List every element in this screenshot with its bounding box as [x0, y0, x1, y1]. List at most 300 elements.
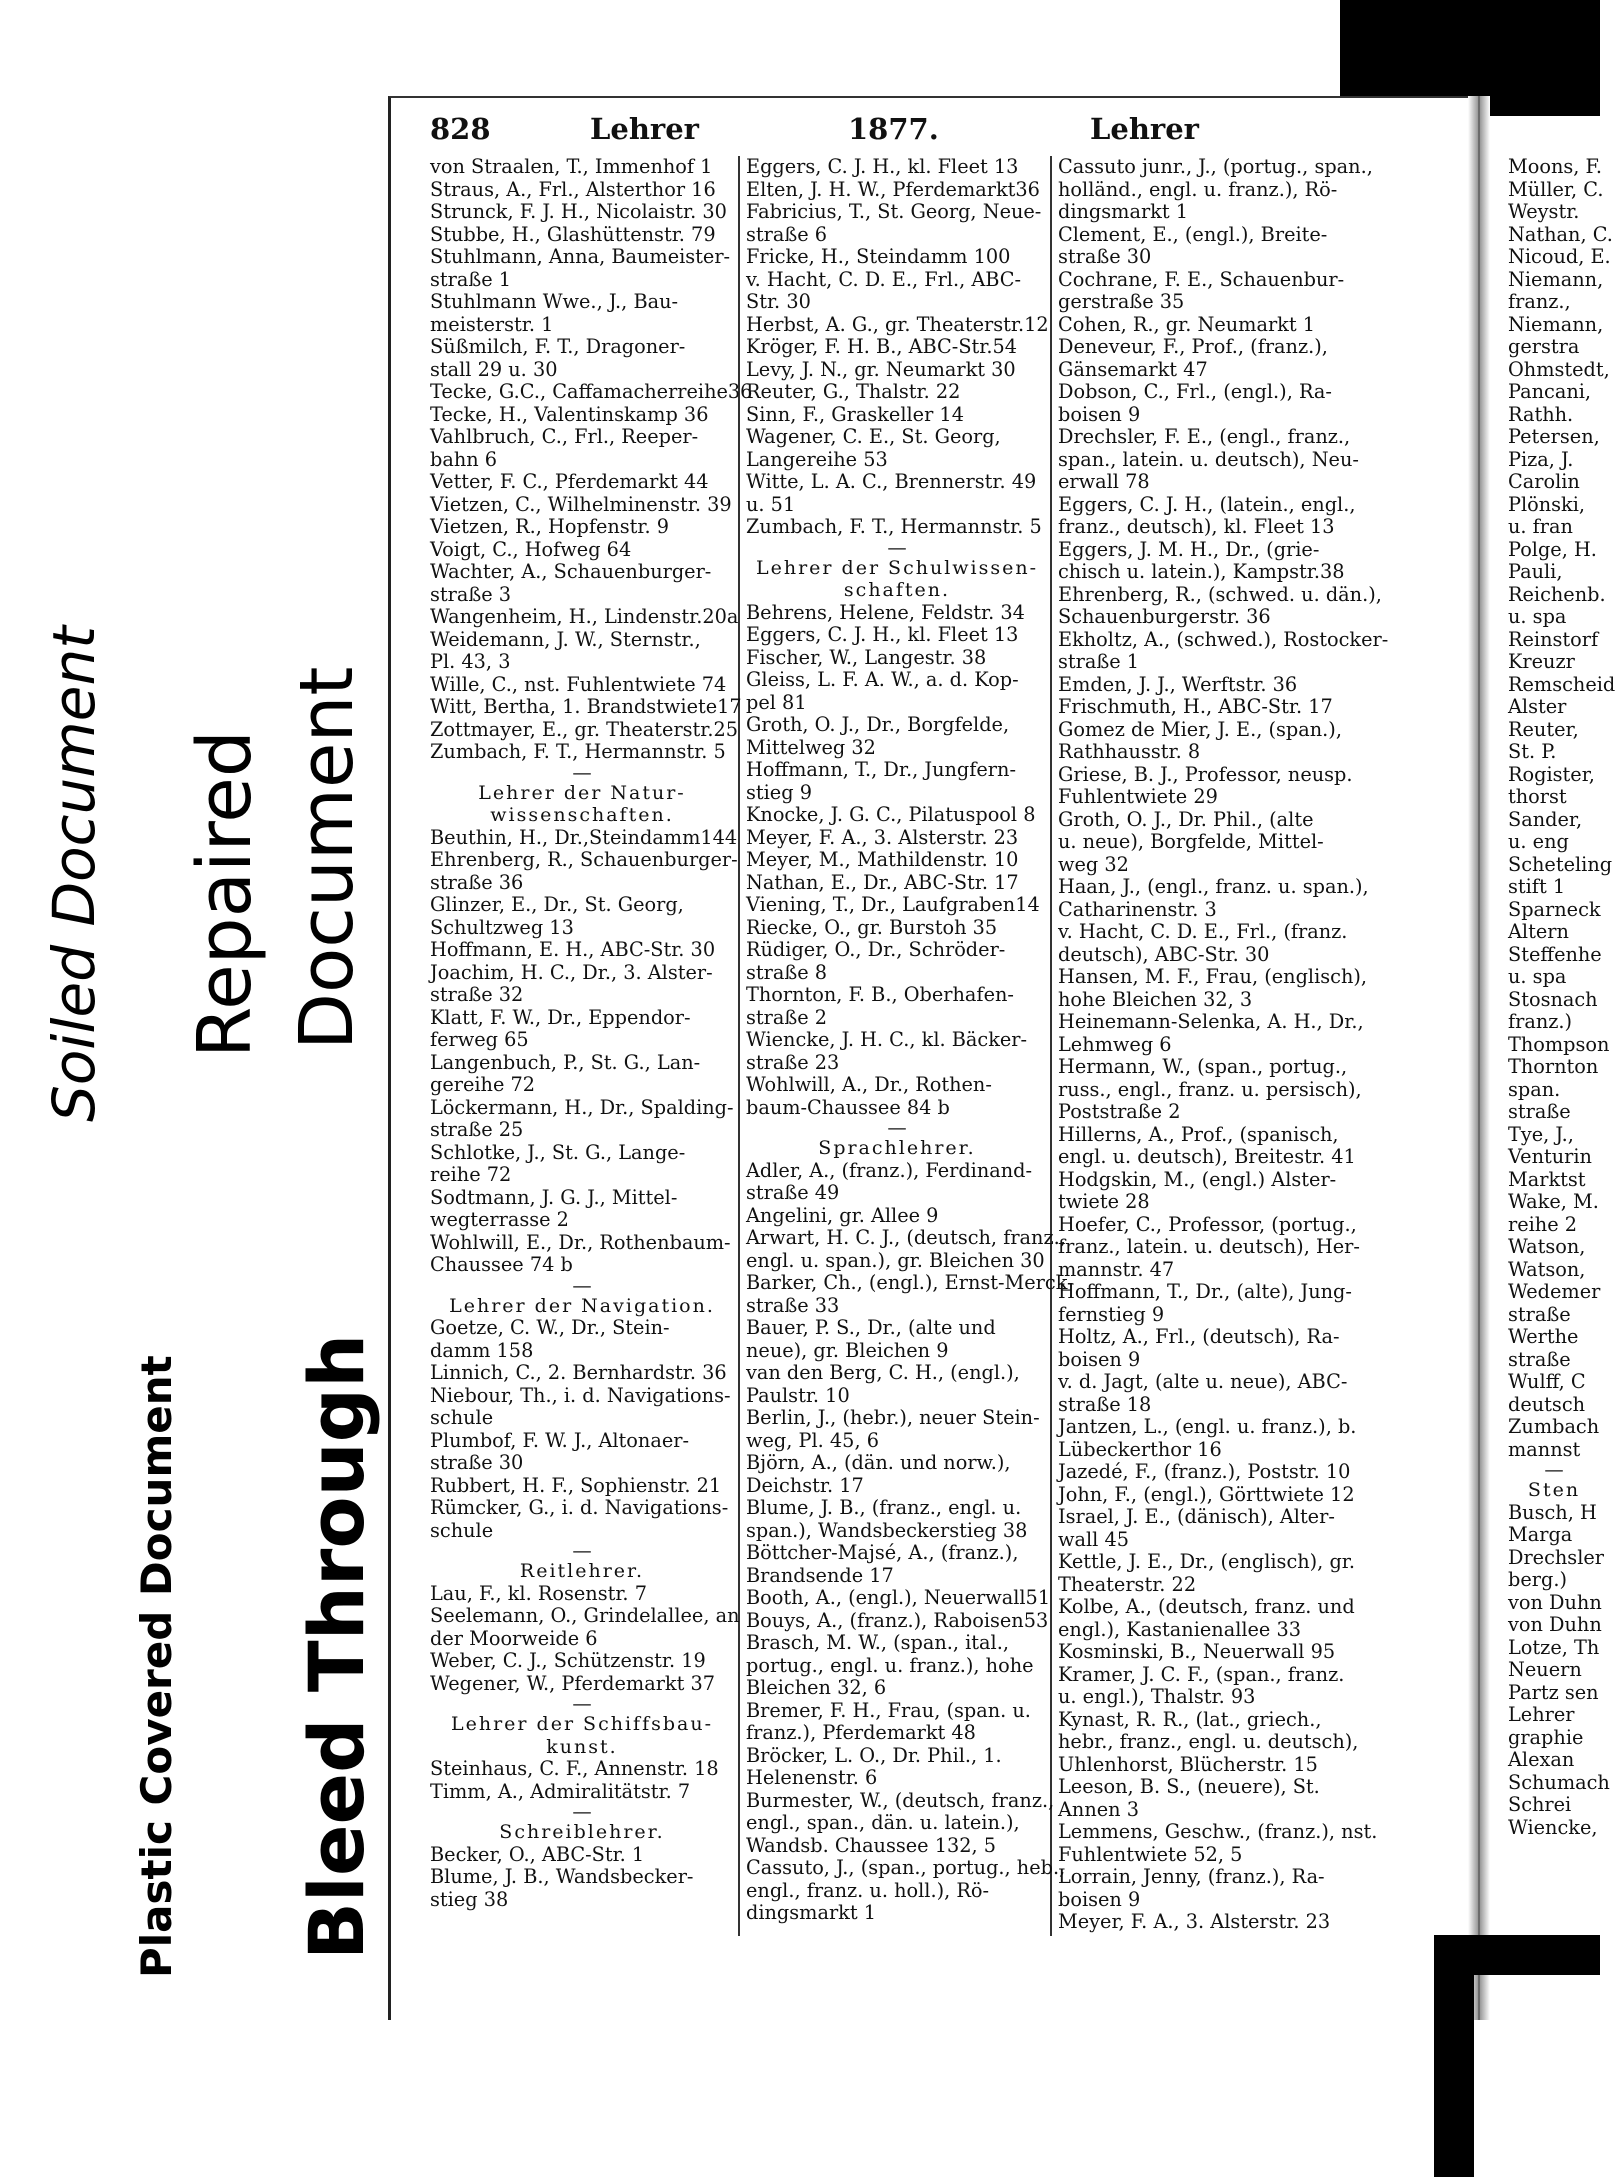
- directory-line: Groth, O. J., Dr. Phil., (alte: [1058, 807, 1314, 831]
- directory-line: Piza, J.: [1508, 447, 1574, 471]
- directory-line: van den Berg, C. H., (engl.),: [746, 1361, 1020, 1384]
- directory-line: straße 6: [746, 222, 828, 246]
- directory-line: Fabricius, T., St. Georg, Neue-: [746, 200, 1042, 223]
- directory-line: hebr., franz., engl. u. deutsch),: [1058, 1730, 1359, 1753]
- directory-line: Sparneck: [1508, 897, 1601, 921]
- directory-line: Wegener, W., Pferdemarkt 37: [430, 1671, 716, 1695]
- directory-line: v. d. Jagt, (alte u. neue), ABC-: [1058, 1370, 1348, 1393]
- directory-line: Zumbach, F. T., Hermannstr. 5: [430, 740, 726, 763]
- directory-line: Meyer, F. A., 3. Alsterstr. 23: [746, 825, 1019, 849]
- directory-line: Knocke, J. G. C., Pilatuspool 8: [746, 803, 1036, 826]
- directory-line: u. eng: [1508, 830, 1569, 853]
- directory-line: Hillerns, A., Prof., (spanisch,: [1058, 1122, 1339, 1146]
- directory-line: Fuhlentwiete 29: [1058, 785, 1218, 808]
- directory-line: boisen 9: [1058, 1347, 1141, 1371]
- directory-line: Witt, Bertha, 1. Brandstwiete17: [430, 695, 742, 718]
- directory-line: Lehrer der Natur-: [478, 781, 686, 804]
- directory-line: Pl. 43, 3: [430, 650, 511, 673]
- directory-line: Linnich, C., 2. Bernhardstr. 36: [430, 1361, 727, 1384]
- directory-line: Wachter, A., Schauenburger-: [430, 560, 712, 583]
- directory-line: Becker, O., ABC-Str. 1: [430, 1842, 645, 1866]
- directory-line: Zumbach, F. T., Hermannstr. 5: [746, 515, 1042, 538]
- directory-line: von Duhn: [1508, 1590, 1602, 1614]
- directory-line: Vietzen, C., Wilhelminenstr. 39: [430, 492, 732, 516]
- directory-line: Groth, O. J., Dr., Borgfelde,: [746, 713, 1010, 736]
- directory-line: schule: [430, 1406, 494, 1429]
- directory-line: straße 36: [430, 870, 524, 894]
- directory-line: Leeson, B. S., (neuere), St.: [1058, 1775, 1320, 1798]
- black-tab-top-edge: [1490, 96, 1600, 116]
- directory-line: span., latein. u. deutsch), Neu-: [1058, 447, 1359, 471]
- directory-line: Lau, F., kl. Rosenstr. 7: [430, 1581, 647, 1605]
- directory-line: Zumbach: [1508, 1415, 1600, 1438]
- directory-line: Niemann,: [1508, 267, 1604, 291]
- directory-line: portug., engl. u. franz.), hohe: [746, 1653, 1034, 1677]
- directory-line: meisterstr. 1: [430, 312, 554, 336]
- bleed-through-label: Bleed Through: [292, 1333, 381, 1960]
- section-separator: —: [887, 535, 907, 559]
- directory-line: Wangenheim, H., Lindenstr.20a: [430, 605, 739, 628]
- directory-line: Kröger, F. H. B., ABC-Str.54: [746, 335, 1018, 358]
- directory-line: Kreuzr: [1508, 650, 1575, 673]
- directory-line: deutsch: [1508, 1392, 1586, 1416]
- directory-line: Lemmens, Geschw., (franz.), nst.: [1058, 1820, 1378, 1843]
- directory-line: Joachim, H. C., Dr., 3. Alster-: [430, 960, 713, 984]
- directory-line: pel 81: [746, 690, 807, 714]
- directory-line: straße 49: [746, 1181, 840, 1204]
- directory-line: Burmester, W., (deutsch, franz.,: [746, 1788, 1055, 1812]
- directory-line: Rathhausstr. 8: [1058, 740, 1201, 763]
- repaired-document-label-line2: Document: [284, 666, 370, 1050]
- directory-line: u. neue), Borgfelde, Mittel-: [1058, 830, 1324, 853]
- directory-line: straße: [1508, 1100, 1571, 1123]
- directory-line: franz.,: [1508, 290, 1571, 313]
- directory-line: Uhlenhorst, Blücherstr. 15: [1058, 1752, 1318, 1776]
- directory-line: Gleiss, L. F. A. W., a. d. Kop-: [746, 668, 1019, 691]
- directory-line: Poststraße 2: [1058, 1100, 1181, 1123]
- directory-line: Wulff, C: [1508, 1370, 1586, 1393]
- directory-line: der Moorweide 6: [430, 1626, 598, 1650]
- directory-line: Neuern: [1508, 1658, 1582, 1681]
- directory-line: Berlin, J., (hebr.), neuer Stein-: [746, 1406, 1040, 1429]
- directory-line: u. spa: [1508, 965, 1567, 988]
- directory-line: straße 1: [1058, 650, 1140, 673]
- directory-line: Sodtmann, J. G. J., Mittel-: [430, 1185, 678, 1209]
- directory-line: v. Hacht, C. D. E., Frl., ABC-: [746, 267, 1022, 291]
- directory-line: twiete 28: [1058, 1190, 1150, 1213]
- directory-line: Niemann,: [1508, 312, 1604, 336]
- directory-line: v. Hacht, C. D. E., Frl., (franz.: [1058, 920, 1348, 943]
- plastic-covered-document-label: Plastic Covered Document: [132, 1355, 181, 1978]
- directory-line: Hoffmann, T., Dr., (alte), Jung-: [1058, 1280, 1352, 1303]
- directory-line: Meyer, F. A., 3. Alsterstr. 23: [1058, 1910, 1331, 1933]
- directory-line: Wedemer: [1508, 1280, 1601, 1303]
- directory-line: Jazedé, F., (franz.), Poststr. 10: [1058, 1460, 1351, 1483]
- directory-line: straße 30: [430, 1451, 524, 1474]
- directory-line: straße 25: [430, 1118, 524, 1141]
- directory-line: Bremer, F. H., Frau, (span. u.: [746, 1698, 1031, 1722]
- directory-line: Kosminski, B., Neuerwall 95: [1058, 1640, 1336, 1663]
- directory-line: Reichenb.: [1508, 582, 1606, 606]
- directory-line: Süßmilch, F. T., Dragoner-: [430, 335, 686, 358]
- directory-column-2: [746, 155, 1074, 1925]
- section-separator: —: [572, 1273, 592, 1297]
- column-rule: [1050, 156, 1052, 1936]
- directory-line: Schultzweg 13: [430, 915, 574, 939]
- directory-line: Helenenstr. 6: [746, 1766, 878, 1789]
- directory-line: reihe 72: [430, 1163, 512, 1186]
- directory-line: Witte, L. A. C., Brennerstr. 49: [746, 470, 1037, 493]
- directory-line: Holtz, A., Frl., (deutsch), Ra-: [1058, 1325, 1340, 1348]
- directory-line: span.: [1508, 1077, 1561, 1101]
- directory-line: Wiencke,: [1508, 1815, 1598, 1839]
- black-tab-top: [1340, 0, 1600, 96]
- directory-line: Rubbert, H. F., Sophienstr. 21: [430, 1473, 722, 1497]
- directory-line: Beuthin, H., Dr.,Steindamm144: [430, 825, 738, 849]
- directory-line: thorst: [1508, 785, 1567, 808]
- directory-line: straße: [1508, 1302, 1571, 1326]
- directory-line: Booth, A., (engl.), Neuerwall51: [746, 1586, 1051, 1609]
- directory-line: Seelemann, O., Grindelallee, an: [430, 1604, 740, 1627]
- directory-line: franz., deutsch), kl. Fleet 13: [1058, 515, 1335, 538]
- directory-line: Nicoud, E.: [1508, 245, 1611, 268]
- directory-line: Tye, J.,: [1508, 1122, 1574, 1146]
- directory-line: straße 1: [430, 267, 512, 291]
- directory-line: Frischmuth, H., ABC-Str. 17: [1058, 695, 1333, 718]
- directory-line: Kynast, R. R., (lat., griech.,: [1058, 1707, 1322, 1731]
- directory-line: Herbst, A. G., gr. Theaterstr.12: [746, 312, 1049, 336]
- directory-line: Catharinenstr. 3: [1058, 897, 1217, 921]
- directory-line: deutsch), ABC-Str. 30: [1058, 942, 1270, 966]
- directory-line: Levy, J. N., gr. Neumarkt 30: [746, 357, 1016, 381]
- directory-line: boisen 9: [1058, 1887, 1141, 1911]
- section-separator: —: [887, 1116, 907, 1139]
- directory-line: Timm, A., Admiralitätstr. 7: [430, 1779, 691, 1803]
- directory-line: Steinhaus, C. F., Annenstr. 18: [430, 1757, 719, 1780]
- directory-column-1: [430, 155, 753, 1911]
- directory-line: Weber, C. J., Schützenstr. 19: [430, 1649, 706, 1672]
- directory-line: Drechsler: [1508, 1545, 1604, 1569]
- directory-line: Schumach: [1508, 1770, 1610, 1794]
- running-title-right: Lehrer: [1090, 112, 1199, 146]
- directory-line: Jantzen, L., (engl. u. franz.), b.: [1058, 1415, 1357, 1438]
- directory-line: Scheteling: [1508, 852, 1613, 876]
- directory-line: russ., engl., franz. u. persisch),: [1058, 1077, 1362, 1101]
- section-separator: —: [572, 1800, 592, 1823]
- directory-line: schaften.: [843, 579, 951, 601]
- directory-line: Plönski,: [1508, 492, 1586, 516]
- directory-line: Hermann, W., (span., portug.,: [1058, 1055, 1348, 1078]
- running-title-left: Lehrer: [590, 112, 699, 146]
- directory-line: Israel, J. E., (dänisch), Alter-: [1058, 1505, 1335, 1528]
- directory-line: Blume, J. B., (franz., engl. u.: [746, 1496, 1022, 1519]
- directory-line: Blume, J. B., Wandsbecker-: [430, 1865, 694, 1888]
- directory-line: Barker, Ch., (engl.), Ernst-Merck-: [746, 1271, 1074, 1294]
- directory-line: wall 45: [1058, 1527, 1129, 1551]
- directory-line: Lehrer: [1508, 1703, 1575, 1726]
- directory-line: Vetter, F. C., Pferdemarkt 44: [430, 470, 709, 493]
- directory-line: Emden, J. J., Werftstr. 36: [1058, 672, 1298, 696]
- directory-line: Gänsemarkt 47: [1058, 357, 1208, 381]
- directory-line: Adler, A., (franz.), Ferdinand-: [746, 1158, 1033, 1182]
- directory-line: straße 18: [1058, 1392, 1152, 1416]
- directory-line: dingsmarkt 1: [1058, 200, 1188, 223]
- directory-line: Busch, H: [1508, 1500, 1597, 1524]
- directory-line: gereihe 72: [430, 1073, 536, 1096]
- directory-line: Niebour, Th., i. d. Navigations-: [430, 1383, 731, 1407]
- directory-line: straße 2: [746, 1005, 828, 1029]
- directory-line: Wille, C., nst. Fuhlentwiete 74: [430, 672, 727, 696]
- directory-line: Griese, B. J., Professor, neusp.: [1058, 762, 1353, 786]
- directory-line: Kramer, J. C. F., (span., franz.: [1058, 1662, 1345, 1686]
- directory-line: Bröcker, L. O., Dr. Phil., 1.: [746, 1743, 1002, 1767]
- directory-line: Wake, M.: [1508, 1190, 1599, 1213]
- directory-line: Deneveur, F., Prof., (franz.),: [1058, 335, 1328, 358]
- directory-line: stieg 9: [746, 780, 812, 804]
- page-header: [430, 112, 1430, 152]
- directory-line: Hoefer, C., Professor, (portug.,: [1058, 1212, 1357, 1236]
- directory-line: Str. 30: [746, 290, 811, 313]
- directory-line: Lehrer der Schiffsbau-: [450, 1713, 713, 1735]
- directory-line: Hodgskin, M., (engl.) Alster-: [1058, 1167, 1337, 1191]
- directory-line: Goetze, C. W., Dr., Stein-: [430, 1316, 670, 1339]
- soiled-document-label: Soiled Document: [40, 626, 108, 1122]
- directory-line: Schauenburgerstr. 36: [1058, 605, 1271, 628]
- page-year: 1877.: [848, 112, 939, 146]
- directory-line: Langereihe 53: [746, 447, 888, 471]
- directory-line: Heinemann-Selenka, A. H., Dr.,: [1058, 1010, 1364, 1033]
- directory-line: straße 33: [746, 1293, 840, 1317]
- directory-line: Vahlbruch, C., Frl., Reeper-: [430, 425, 699, 448]
- directory-line: erwall 78: [1058, 470, 1150, 493]
- directory-line: Wohlwill, A., Dr., Rothen-: [746, 1073, 992, 1096]
- column-rule: [738, 156, 740, 1936]
- directory-line: Strunck, F. J. H., Nicolaistr. 30: [430, 200, 727, 223]
- directory-line: damm 158: [430, 1338, 534, 1362]
- page-gutter: [1468, 96, 1490, 2020]
- directory-line: Sander,: [1508, 807, 1583, 831]
- directory-line: Arwart, H. C. J., (deutsch, franz.,: [746, 1226, 1066, 1249]
- directory-line: Stuhlmann Wwe., J., Bau-: [430, 290, 679, 313]
- directory-line: Ehrenberg, R., Schauenburger-: [430, 848, 738, 871]
- directory-line: Stuhlmann, Anna, Baumeister-: [430, 245, 731, 268]
- directory-line: Lehrer der Schulwissen-: [755, 556, 1039, 579]
- directory-line: engl., franz. u. holl.), Rö-: [746, 1878, 989, 1902]
- directory-line: Böttcher-Majsé, A., (franz.),: [746, 1541, 1019, 1564]
- directory-line: Dobson, C., Frl., (engl.), Ra-: [1058, 380, 1332, 403]
- directory-line: Brandsende 17: [746, 1563, 894, 1587]
- directory-line: Sten: [1527, 1479, 1581, 1501]
- directory-line: neue), gr. Bleichen 9: [746, 1338, 949, 1362]
- directory-line: Hoffmann, T., Dr., Jungfern-: [746, 758, 1016, 781]
- directory-line: Eggers, J. M. H., Dr., (grie-: [1058, 537, 1320, 561]
- directory-line: Paulstr. 10: [746, 1383, 850, 1407]
- directory-line: Schrei: [1508, 1793, 1572, 1816]
- directory-line: mannstr. 47: [1058, 1257, 1175, 1281]
- directory-line: Rüdiger, O., Dr., Schröder-: [746, 938, 1006, 961]
- directory-line: engl. u. deutsch), Breitestr. 41: [1058, 1145, 1356, 1168]
- directory-line: Ekholtz, A., (schwed.), Rostocker-: [1058, 627, 1389, 651]
- directory-line: Altern: [1508, 920, 1569, 943]
- directory-line: Lübeckerthor 16: [1058, 1437, 1222, 1461]
- directory-line: straße 30: [1058, 245, 1152, 268]
- directory-line: dingsmarkt 1: [746, 1901, 876, 1924]
- directory-line: Moons, F.: [1508, 155, 1603, 178]
- directory-line: u. spa: [1508, 605, 1567, 628]
- directory-line: straße: [1508, 1347, 1571, 1371]
- directory-line: Reuter, G., Thalstr. 22: [746, 380, 961, 403]
- directory-line: Fuhlentwiete 52, 5: [1058, 1842, 1243, 1866]
- directory-column-4-cropped: [1508, 155, 1615, 1839]
- directory-line: schule: [430, 1518, 494, 1542]
- directory-line: Remscheid: [1508, 672, 1615, 696]
- directory-column-3: [1058, 155, 1389, 1934]
- directory-line: Bauer, P. S., Dr., (alte und: [746, 1316, 996, 1339]
- directory-line: gerstraße 35: [1058, 290, 1185, 313]
- directory-line: Chaussee 74 b: [430, 1253, 573, 1276]
- directory-line: reihe 2: [1508, 1212, 1578, 1236]
- directory-line: Theaterstr. 22: [1058, 1572, 1197, 1596]
- directory-line: franz.): [1508, 1010, 1573, 1033]
- directory-line: Cohen, R., gr. Neumarkt 1: [1058, 312, 1315, 336]
- directory-line: weg 32: [1058, 852, 1129, 876]
- directory-line: Weystr.: [1508, 200, 1580, 223]
- directory-line: Alster: [1508, 695, 1567, 718]
- directory-line: berg.): [1508, 1568, 1567, 1591]
- directory-line: Clement, E., (engl.), Breite-: [1058, 222, 1328, 246]
- directory-line: Behrens, Helene, Feldstr. 34: [746, 600, 1025, 624]
- directory-line: Wagener, C. E., St. Georg,: [746, 425, 1001, 448]
- directory-line: Watson,: [1508, 1257, 1586, 1281]
- directory-line: engl., span., dän. u. latein.),: [746, 1811, 1020, 1834]
- directory-line: Langenbuch, P., St. G., Lan-: [430, 1050, 701, 1074]
- directory-line: Rümcker, G., i. d. Navigations-: [430, 1496, 729, 1519]
- directory-line: Klatt, F. W., Dr., Eppendor-: [430, 1005, 691, 1029]
- directory-line: Wohlwill, E., Dr., Rothenbaum-: [430, 1230, 731, 1254]
- directory-line: von Duhn: [1508, 1613, 1602, 1636]
- directory-line: Reuter,: [1508, 717, 1579, 741]
- directory-line: graphie: [1508, 1725, 1584, 1749]
- black-tab-bottom: [1434, 1935, 1600, 1975]
- directory-line: u. engl.), Thalstr. 93: [1058, 1685, 1256, 1708]
- directory-line: Lotze, Th: [1508, 1635, 1600, 1659]
- directory-line: Eggers, C. J. H., (latein., engl.,: [1058, 492, 1356, 516]
- directory-line: Gomez de Mier, J. E., (span.),: [1058, 717, 1342, 741]
- directory-line: Lehrer der Navigation.: [449, 1294, 715, 1317]
- directory-line: franz.), Pferdemarkt 48: [746, 1721, 976, 1744]
- directory-line: weg, Pl. 45, 6: [746, 1428, 879, 1452]
- directory-line: mannst: [1508, 1437, 1581, 1461]
- section-separator: —: [572, 760, 592, 784]
- directory-line: Meyer, M., Mathildenstr. 10: [746, 848, 1019, 871]
- directory-line: Björn, A., (dän. und norw.),: [746, 1451, 1011, 1474]
- directory-line: Cochrane, F. E., Schauenbur-: [1058, 267, 1345, 291]
- directory-line: Löckermann, H., Dr., Spalding-: [430, 1095, 734, 1119]
- directory-line: Ehrenberg, R., (schwed. u. dän.),: [1058, 582, 1382, 606]
- directory-line: ferweg 65: [430, 1028, 529, 1051]
- directory-line: Stosnach: [1508, 987, 1598, 1011]
- directory-line: Elten, J. H. W., Pferdemarkt36: [746, 177, 1040, 201]
- directory-line: Bleichen 32, 6: [746, 1676, 887, 1699]
- directory-line: Viening, T., Dr., Laufgraben14: [746, 893, 1040, 916]
- directory-line: Sinn, F., Graskeller 14: [746, 402, 964, 426]
- directory-line: Plumbof, F. W. J., Altonaer-: [430, 1428, 689, 1452]
- directory-line: Riecke, O., gr. Burstoh 35: [746, 915, 998, 939]
- directory-line: Watson,: [1508, 1235, 1586, 1258]
- directory-line: franz., latein. u. deutsch), Her-: [1058, 1235, 1360, 1258]
- directory-line: Stubbe, H., Glashüttenstr. 79: [430, 222, 716, 246]
- directory-line: span.), Wandsbeckerstieg 38: [746, 1518, 1028, 1542]
- directory-line: Marga: [1508, 1523, 1573, 1546]
- directory-line: straße 3: [430, 582, 512, 606]
- directory-line: gerstra: [1508, 335, 1580, 358]
- directory-line: Ohmstedt,: [1508, 357, 1610, 381]
- directory-line: Lorrain, Jenny, (franz.), Ra-: [1058, 1865, 1325, 1888]
- directory-line: Eggers, C. J. H., kl. Fleet 13: [746, 155, 1019, 178]
- directory-line: Sprachlehrer.: [818, 1137, 976, 1159]
- directory-line: Venturin: [1508, 1145, 1592, 1168]
- directory-line: Thornton, F. B., Oberhafen-: [746, 983, 1014, 1006]
- directory-line: Rathh.: [1508, 402, 1574, 426]
- directory-line: bahn 6: [430, 447, 498, 471]
- directory-line: Weidemann, J. W., Sternstr.,: [430, 627, 701, 651]
- directory-line: Nathan, E., Dr., ABC-Str. 17: [746, 870, 1019, 894]
- directory-line: Werthe: [1508, 1325, 1579, 1348]
- directory-line: Angelini, gr. Allee 9: [746, 1203, 939, 1227]
- directory-line: Müller, C.: [1508, 177, 1604, 201]
- directory-line: Cassuto, J., (span., portug., heb.,: [746, 1856, 1066, 1879]
- directory-line: Thornton: [1508, 1055, 1599, 1078]
- directory-line: John, F., (engl.), Görttwiete 12: [1058, 1482, 1355, 1506]
- directory-line: Voigt, C., Hofweg 64: [430, 537, 632, 561]
- directory-line: Wiencke, J. H. C., kl. Bäcker-: [746, 1028, 1028, 1051]
- section-separator: —: [572, 1692, 592, 1715]
- directory-line: Hoffmann, E. H., ABC-Str. 30: [430, 938, 716, 961]
- directory-line: Annen 3: [1058, 1797, 1139, 1821]
- directory-line: fernstieg 9: [1058, 1302, 1165, 1326]
- directory-line: Brasch, M. W., (span., ital.,: [746, 1631, 1009, 1654]
- repaired-document-label-line1: Repaired: [182, 730, 268, 1058]
- directory-line: Schlotke, J., St. G., Lange-: [430, 1140, 686, 1164]
- directory-line: straße 32: [430, 983, 524, 1006]
- section-separator: —: [572, 1539, 592, 1562]
- directory-line: Partz sen: [1508, 1680, 1599, 1704]
- directory-line: u. 51: [746, 492, 796, 516]
- directory-line: Pauli,: [1508, 560, 1563, 583]
- directory-line: Steffenhe: [1508, 942, 1602, 966]
- directory-line: Thompson: [1508, 1032, 1610, 1056]
- directory-line: Pancani,: [1508, 380, 1592, 403]
- directory-line: Straus, A., Frl., Alsterthor 16: [430, 177, 716, 201]
- directory-line: engl. u. span.), gr. Bleichen 30: [746, 1248, 1045, 1272]
- section-separator: —: [1544, 1458, 1564, 1481]
- black-tab-bottom-edge: [1434, 1975, 1474, 2177]
- directory-line: straße 23: [746, 1050, 840, 1074]
- directory-line: St. P.: [1508, 740, 1557, 763]
- directory-line: Fricke, H., Steindamm 100: [746, 245, 1011, 268]
- directory-line: stift 1: [1508, 875, 1566, 898]
- directory-line: Rogister,: [1508, 762, 1595, 786]
- directory-line: engl.), Kastanienallee 33: [1058, 1617, 1302, 1641]
- directory-line: holländ., engl. u. franz.), Rö-: [1058, 177, 1338, 201]
- directory-line: Tecke, G.C., Caffamacherreihe36: [430, 380, 753, 403]
- directory-line: Petersen,: [1508, 425, 1600, 448]
- directory-line: Marktst: [1508, 1167, 1586, 1191]
- directory-line: stieg 38: [430, 1887, 509, 1911]
- directory-line: Hansen, M. F., Frau, (englisch),: [1058, 965, 1368, 988]
- directory-line: Bouys, A., (franz.), Raboisen53: [746, 1608, 1049, 1632]
- directory-line: wegterrasse 2: [430, 1208, 569, 1231]
